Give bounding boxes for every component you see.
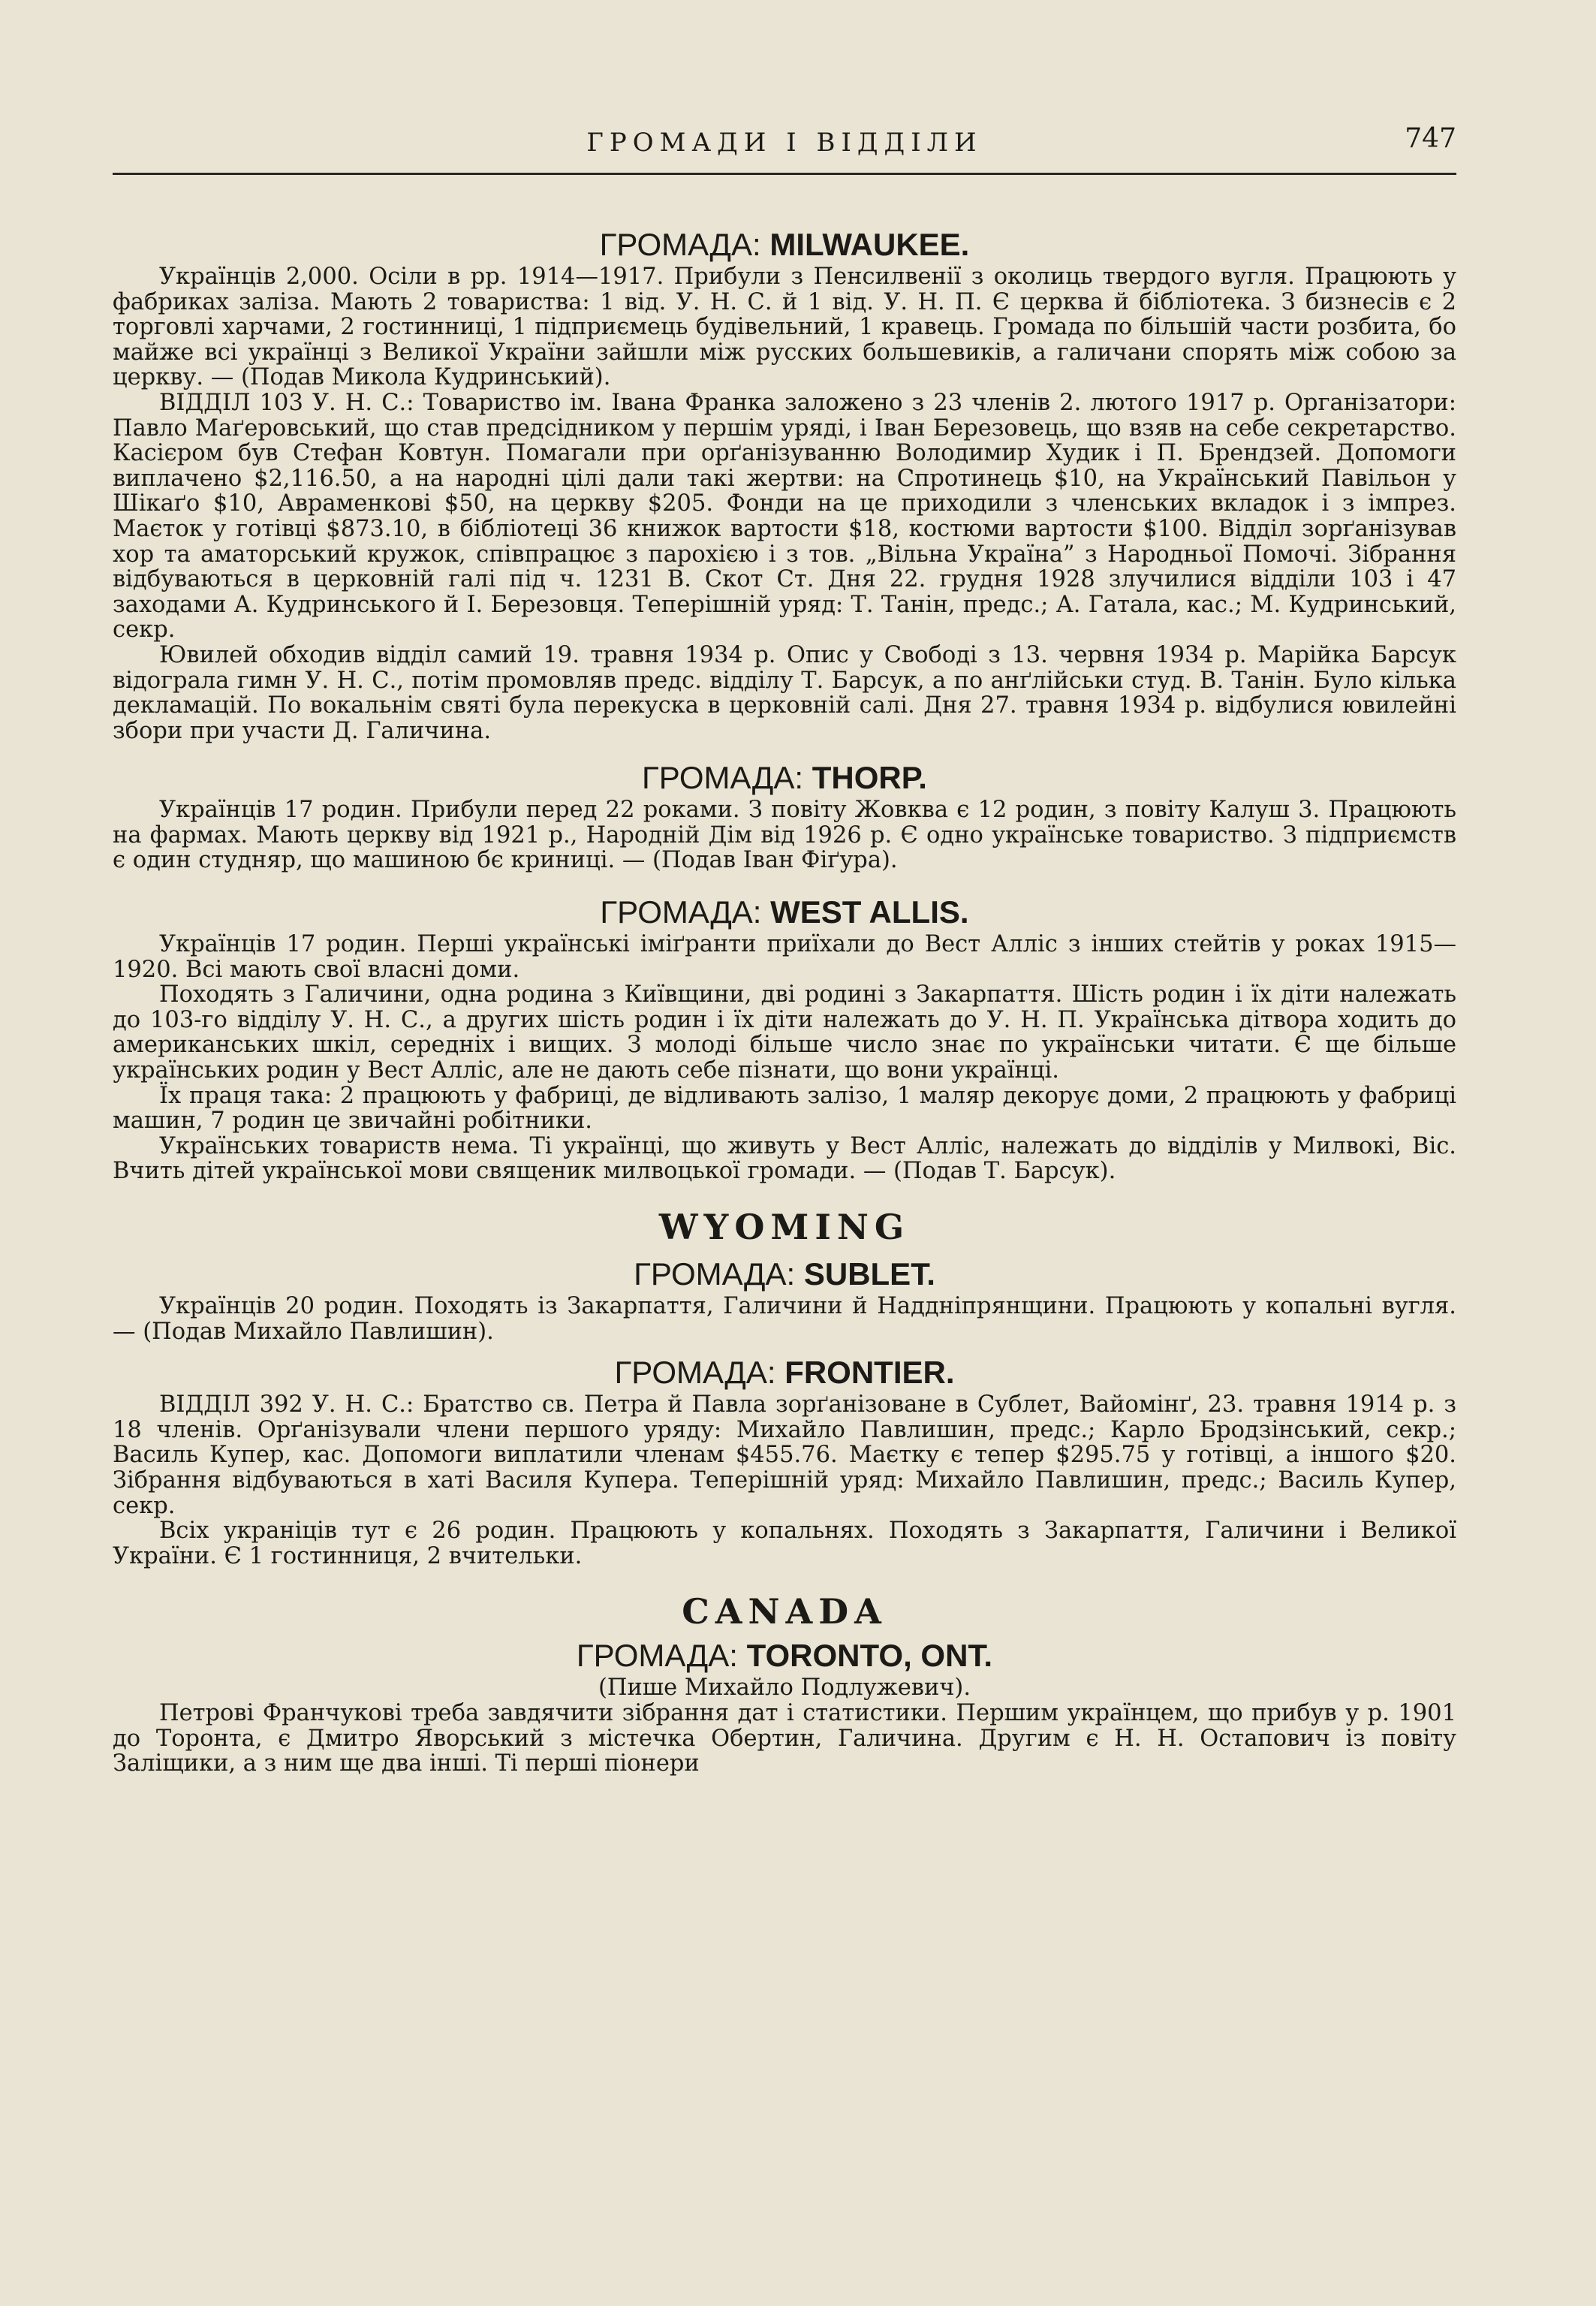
- section-name: SUBLET.: [803, 1256, 935, 1292]
- section-name: WEST ALLIS.: [770, 894, 969, 930]
- section-toronto: [113, 1636, 1456, 1776]
- section-label: ГРОМАДА:: [576, 1638, 738, 1674]
- section-heading: [113, 1255, 1456, 1294]
- paragraph: Петрові Франчукові треба завдячити зібрання дат і статистики. Першим українцем, що прибув у р. 1901 до Торонта, є Дмитро Яворський з містечка Обертин, Галичина. Другим є Н. Н. Остапович із повіту Заліщики, а з ним ще два інші. Ті перші піонери: [113, 1699, 1456, 1777]
- section-label: ГРОМАДА:: [642, 760, 804, 796]
- section-label: ГРОМАДА:: [634, 1256, 796, 1292]
- paragraph: Ювилей обходив відділ самий 19. травня 1934 р. Опис у Свободі з 13. червня 1934 р. Марійка Барсук відограла гимн У. Н. С., потім промовляв предс. відділу Т. Барсук, а по анґлійськи студ. В. Танін. Було кілька декламацій. По вокальнім святі була перекуска в церковній салі. Дня 27. травня 1934 р. відбулися ювилейні збори при участи Д. Галичина.: [113, 641, 1456, 744]
- section-name: MILWAUKEE.: [769, 227, 970, 262]
- header-rule: [113, 173, 1456, 175]
- paragraph: Українців 20 родин. Походять із Закарпаття, Галичини й Наддніпрянщини. Працюють у копальні вугля. — (Подав Михайло Павлишин).: [113, 1293, 1456, 1345]
- state-heading-canada: CANADA: [682, 1591, 887, 1632]
- section-name: FRONTIER.: [784, 1355, 955, 1391]
- paragraph: Українських товариств нема. Ті українці, що живуть у Вест Алліс, належать до відділів у Милвокі, Віс. Вчить дітей української мови священик милвоцької громади. — (Подав Т. Барсук).: [113, 1132, 1456, 1185]
- byline: (Пише Михайло Подлужевич).: [598, 1674, 971, 1702]
- section-milwaukee: [113, 225, 1456, 743]
- running-title: ГРОМАДИ І ВІДДІЛИ: [586, 128, 983, 158]
- section-label: ГРОМАДА:: [599, 227, 761, 262]
- section-thorp: [113, 758, 1456, 873]
- running-header: [113, 113, 1456, 165]
- section-name: THORP.: [812, 760, 927, 796]
- book-page: [113, 113, 1456, 1777]
- section-label: ГРОМАДА:: [600, 894, 762, 930]
- section-sublet: [113, 1255, 1456, 1344]
- section-heading: [113, 893, 1456, 932]
- paragraph: Походять з Галичини, одна родина з Київщини, дві родині з Закарпаття. Шість родин і їх діти належать до 103-го відділу У. Н. С., а других шість родин і їх діти належать до У. Н. П. Українська дітвора ходить до американських шкіл, середніх і вищих. З молоді більше число знає по українськи читати. Є ще більше українських родин у Вест Алліс, але не дають себе пізнати, що вони українці.: [113, 981, 1456, 1084]
- section-west-allis: [113, 893, 1456, 1184]
- section-heading: [113, 1636, 1456, 1675]
- section-frontier: [113, 1353, 1456, 1569]
- paragraph: Їх праця така: 2 працюють у фабриці, де відливають залізо, 1 маляр декорує доми, 2 працюють у фабриці машин, 7 родин це звичайні робітники.: [113, 1082, 1456, 1135]
- paragraph: Українців 2,000. Осіли в рр. 1914—1917. Прибули з Пенсилвенії з околиць твердого вугля. Працюють у фабриках заліза. Мають 2 товариства: 1 від. У. Н. С. й 1 від. У. Н. П. Є церква й бібліотека. З бизнесів є 2 торговлі харчами, 2 гостинниці, 1 підприємець будівельний, 1 кравець. Громада по більшій части розбита, бо майже всі українці з Великої України зайшли між русских большевиків, а галичани спорять між собою за церкву. — (Подав Микола Кудринський).: [113, 264, 1456, 391]
- paragraph: ВІДДІЛ 103 У. Н. С.: Товариство ім. Івана Франка заложено з 23 членів 2. лютого 1917 р. Оргaнізатори: Павло Маґеровський, що став предсідником у першім уряді, і Іван Березовець, що взяв на себе секретарство. Касієром був Стефан Ковтун. Помагали при орґанізуванню Володимир Худик і П. Брендзей. Допомоги виплачено $2,116.50, а на народні цілі дали такі жертви: на Спротинець $10, на Український Павільон у Шікаґо $10, Авраменкові $50, на церкву $205. Фонди на це приходили з членських вкладок і з імпрез. Маєток у готівці $873.10, в бібліотеці 36 книжок вартости $18, костюми вартости $100. Відділ зорґанізував хор та аматорський кружок, співпрацює з парохією і з тов. „Вільна Україна” з Народньої Помочі. Зібрання відбуваються в церковній галі під ч. 1231 В. Скот Ст. Дня 22. грудня 1928 злучилися відділи 103 і 47 заходами А. Кудринського й І. Березовця. Теперішній уряд: Т. Танін, предс.; А. Гатала, кас.; М. Кудринський, секр.: [113, 389, 1456, 644]
- section-heading: [113, 225, 1456, 264]
- section-heading: [113, 1353, 1456, 1392]
- paragraph: Українців 17 родин. Прибули перед 22 роками. З повіту Жовква є 12 родин, з повіту Калуш 3. Працюють на фармах. Мають церкву від 1921 р., Народній Дім від 1926 р. Є одно українське товариство. З підприємств є один студняр, що машиною бє криниці. — (Подав Іван Фіґура).: [113, 797, 1456, 874]
- section-name: TORONTO, ONT.: [746, 1638, 993, 1674]
- paragraph: ВІДДІЛ 392 У. Н. С.: Братство св. Петра й Павла зорґанізоване в Сублет, Вайомінґ, 23. травня 1914 р. з 18 членів. Орґанізували члени першого уряду: Михайло Павлишин, предс.; Карло Бродзінський, секр.; Василь Купер, кас. Допомоги виплатили членам $455.76. Маєтку є тепер $295.75 у готівці, а іншого $20. Зібрання відбуваються в хаті Василя Купера. Теперішній уряд: Михайло Павлишин, предс.; Василь Купер, секр.: [113, 1391, 1456, 1519]
- state-heading-wyoming: WYOMING: [658, 1207, 911, 1247]
- section-heading: [113, 758, 1456, 797]
- paragraph: Всіх украніців тут є 26 родин. Працюють у копальнях. Походять з Закарпаття, Галичини і Великої України. Є 1 гостинниця, 2 вчительки.: [113, 1518, 1456, 1569]
- page-number: 747: [1405, 123, 1456, 154]
- paragraph: Українців 17 родин. Перші українські іміґранти приїхали до Вест Алліс з інших стейтів у роках 1915—1920. Всі мають свої власні доми.: [113, 931, 1456, 983]
- page-content: [113, 225, 1456, 1777]
- section-label: ГРОМАДА:: [614, 1355, 776, 1391]
